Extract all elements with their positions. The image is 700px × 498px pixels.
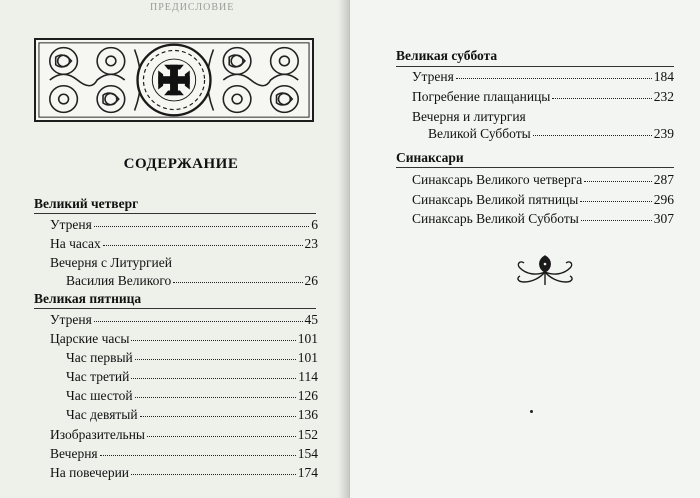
section-heading-synaxaria: Синаксари [396,150,464,165]
entry-page: 26 [304,273,318,288]
toc-entry[interactable] [412,191,674,208]
toc-entry[interactable] [412,171,674,188]
entry-label: Час шестой [66,388,133,403]
toc-entry[interactable] [50,311,318,328]
leader-dots [131,366,296,379]
entry-page: 232 [653,89,674,104]
leader-dots [135,347,296,360]
fleuron-icon [510,252,580,288]
section-heading-good-friday: Великая пятница [34,291,142,306]
entry-page: 307 [653,211,674,226]
leader-dots [135,385,296,398]
running-head: ПРЕДИСЛОВИЕ [150,2,235,13]
toc-entry[interactable] [428,125,674,142]
entry-page: 126 [297,388,318,403]
entry-label: Василия Великого [66,273,172,288]
entry-label: Погребение плащаницы [412,89,551,104]
toc-entry[interactable] [66,272,318,289]
entry-page: 114 [298,369,318,384]
leader-dots [456,66,652,79]
entry-page: 45 [304,312,318,327]
toc-entry[interactable] [66,349,318,366]
right-page [350,0,700,498]
entry-label: Утреня [412,69,454,84]
entry-label: Изобразительны [50,427,146,442]
leader-dots [94,309,303,322]
entry-page: 154 [297,446,318,461]
entry-label: На часах [50,236,101,251]
leader-dots [147,424,296,437]
leader-dots [94,214,309,227]
section-heading-holy-saturday: Великая суббота [396,48,498,63]
entry-label: Утреня [50,217,92,232]
entry-label: Час третий [66,369,130,384]
entry-page: 239 [653,126,674,141]
toc-entry[interactable] [50,216,318,233]
leader-dots [131,328,295,341]
toc-entry[interactable] [412,88,674,105]
section-heading-maundy-thursday: Великий четверг [34,196,139,211]
print-speck [530,410,533,413]
leader-dots [584,169,651,182]
entry-page: 101 [297,350,318,365]
floral-cross-headpiece-icon [34,38,314,122]
entry-label: Час девятый [66,407,138,422]
leader-dots [552,86,651,99]
leader-dots [581,208,652,221]
entry-label: Час первый [66,350,133,365]
leader-dots [140,404,296,417]
toc-entry[interactable] [50,235,318,252]
entry-page: 296 [653,192,674,207]
leader-dots [533,123,652,136]
entry-page: 174 [297,465,318,480]
entry-label: Синаксарь Великой пятницы [412,192,579,207]
section-divider [396,167,674,168]
toc-entry[interactable] [50,445,318,462]
toc-entry[interactable] [50,330,318,347]
leader-dots [103,233,303,246]
entry-label: Великой Субботы [428,126,531,141]
toc-entry[interactable] [50,464,318,481]
toc-entry[interactable] [66,406,318,423]
entry-label: Царские часы [50,331,130,346]
toc-entry[interactable] [412,68,674,85]
entry-page: 184 [653,69,674,84]
entry-label: Вечерня и литургия [412,109,526,124]
entry-label: Вечерня с Литургией [50,255,172,270]
toc-entry[interactable] [412,210,674,227]
entry-label: На повечерии [50,465,130,480]
entry-page: 101 [297,331,318,346]
leader-dots [173,270,302,283]
entry-label: Синаксарь Великой Субботы [412,211,579,226]
entry-page: 136 [297,407,318,422]
entry-page: 6 [311,217,318,232]
entry-label: Вечерня [50,446,98,461]
page-title: СОДЕРЖАНИЕ [123,156,239,172]
leader-dots [100,443,296,456]
entry-page: 152 [297,427,318,442]
toc-entry[interactable] [50,426,318,443]
entry-page: 23 [304,236,318,251]
leader-dots [580,189,651,202]
leader-dots [131,462,296,475]
toc-entry[interactable] [66,387,318,404]
toc-entry[interactable] [66,368,318,385]
entry-label: Синаксарь Великого четверга [412,172,583,187]
entry-label: Утреня [50,312,92,327]
entry-page: 287 [653,172,674,187]
